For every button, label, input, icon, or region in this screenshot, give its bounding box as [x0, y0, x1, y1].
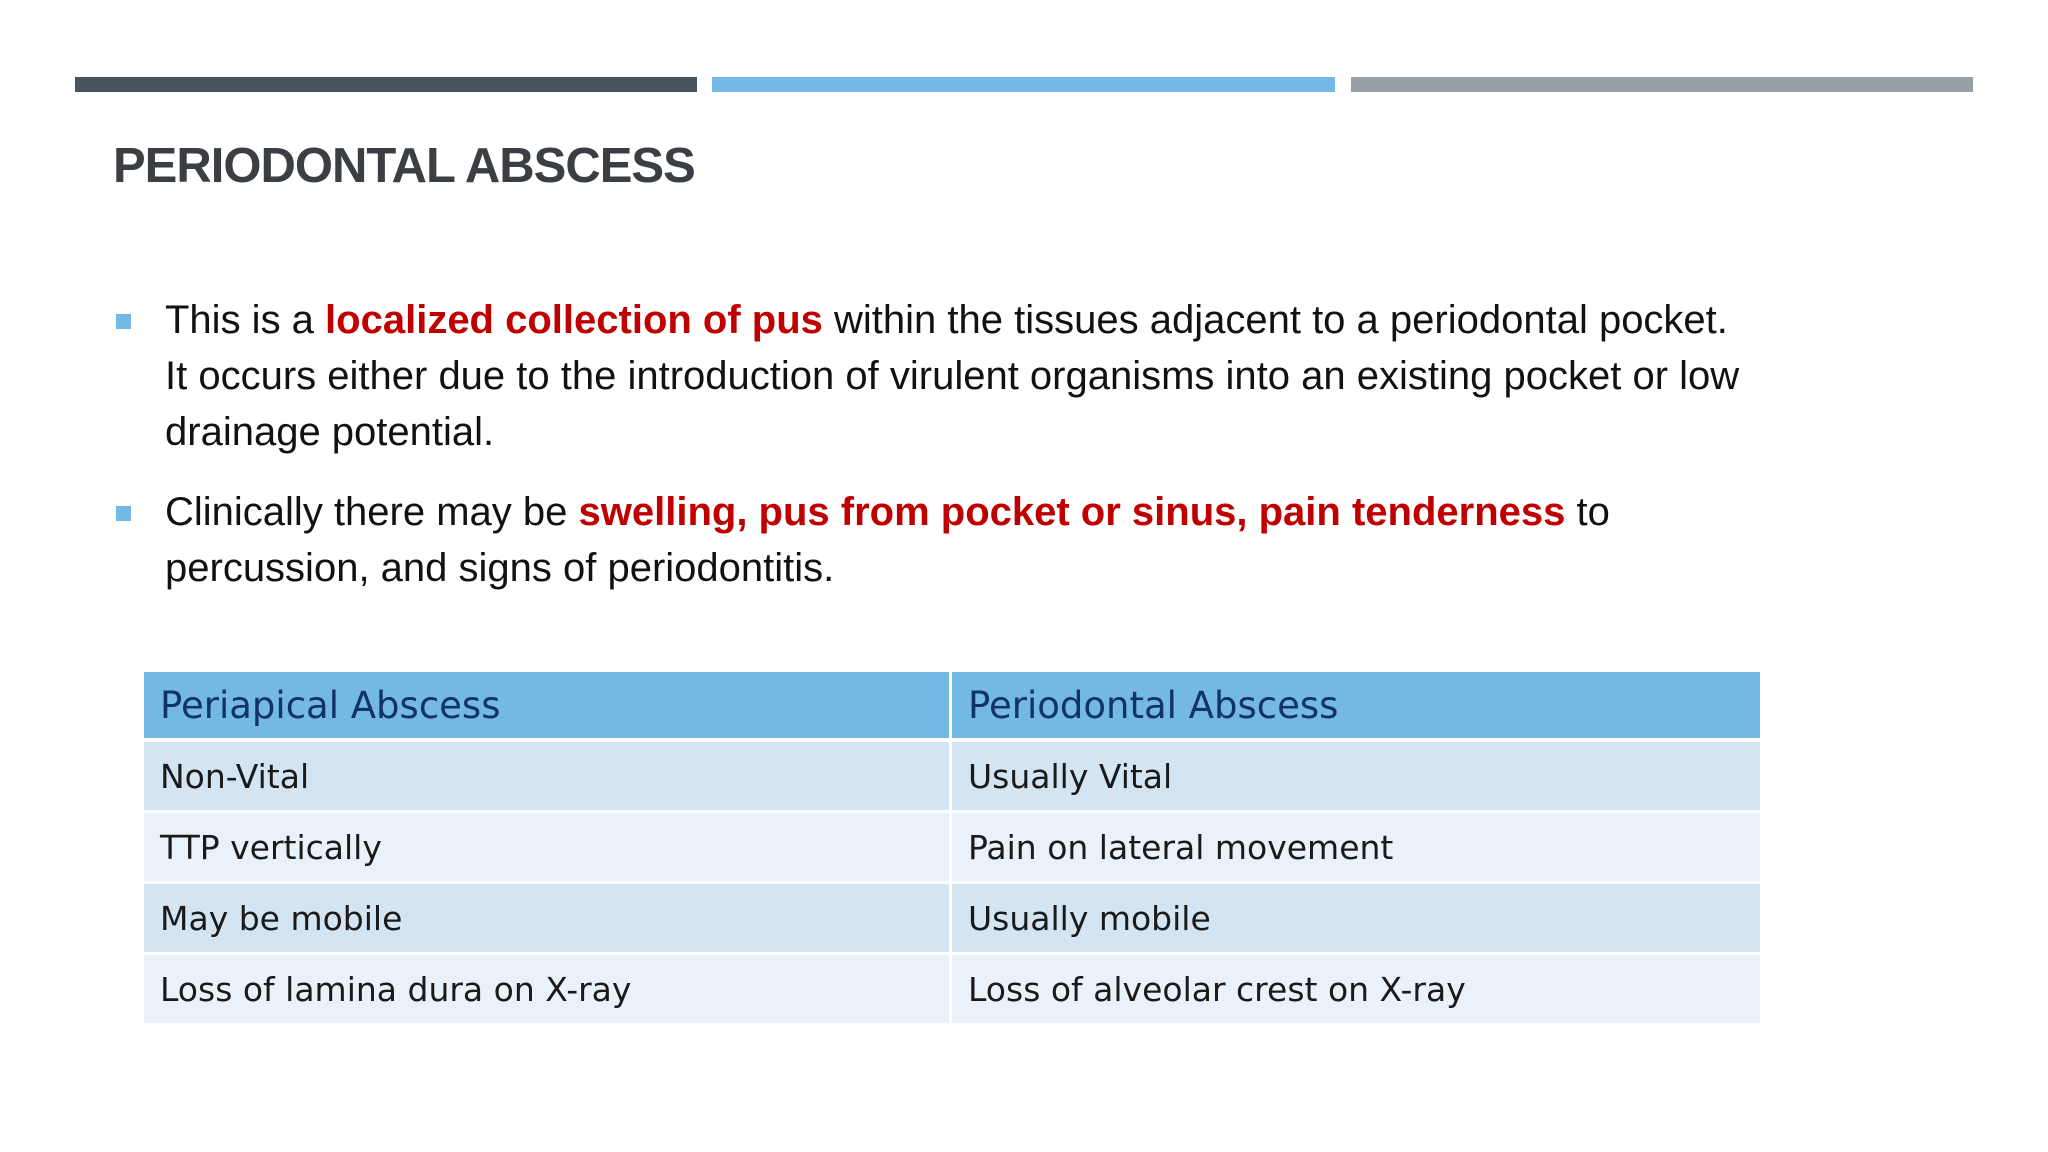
- comparison-table: [144, 672, 1760, 1026]
- slide-title: PERIODONTAL ABSCESS: [113, 139, 695, 193]
- bullet-text: within the tissues adjacent to a periodontal pocket. It occurs either due to the introduction of virulent organisms into an existing pocket or low drainage potential.: [165, 298, 1740, 454]
- bullet-item-definition: [113, 292, 1753, 460]
- header-bar-dark: [75, 77, 697, 92]
- bullet-text: This is a: [165, 298, 326, 342]
- table-row: [144, 884, 1760, 955]
- table-cell: Loss of lamina dura on X-ray: [144, 955, 952, 1026]
- table-header-cell: Periodontal Abscess: [952, 672, 1760, 742]
- table-row: [144, 813, 1760, 884]
- table-cell: Usually mobile: [952, 884, 1760, 955]
- bullet-list: [113, 292, 1753, 620]
- table-row: [144, 955, 1760, 1026]
- table-cell: TTP vertically: [144, 813, 952, 884]
- table-header-row: [144, 672, 1760, 742]
- header-bar-gray: [1351, 77, 1973, 92]
- bullet-highlight: localized collection of pus: [325, 298, 823, 342]
- table-cell: Loss of alveolar crest on X-ray: [952, 955, 1760, 1026]
- bullet-text: to percussion, and signs of periodontitis.: [165, 490, 1610, 590]
- header-bar-blue: [712, 77, 1335, 92]
- square-bullet-icon: [116, 314, 131, 329]
- bullet-text: Clinically there may be: [165, 490, 579, 534]
- table-cell: Usually Vital: [952, 742, 1760, 813]
- table-header-cell: Periapical Abscess: [144, 672, 952, 742]
- bullet-item-clinical-signs: [113, 484, 1753, 596]
- table-row: [144, 742, 1760, 813]
- bullet-highlight: swelling, pus from pocket or sinus, pain tenderness: [578, 490, 1566, 534]
- table-cell: Pain on lateral movement: [952, 813, 1760, 884]
- table-cell: Non-Vital: [144, 742, 952, 813]
- square-bullet-icon: [116, 506, 131, 521]
- table-cell: May be mobile: [144, 884, 952, 955]
